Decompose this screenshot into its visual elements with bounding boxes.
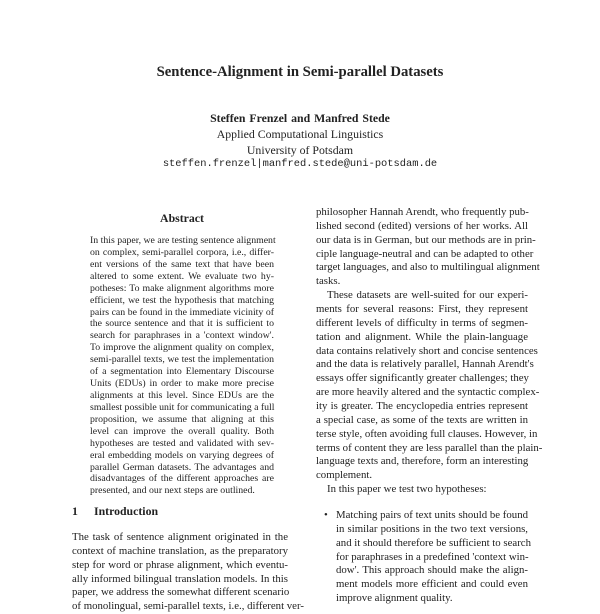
text-line: ally informed bilingual translation models. In this <box>72 572 288 585</box>
section-number: 1 <box>72 504 78 518</box>
text-line: These datasets are well-suited for our experi- <box>327 289 528 302</box>
paragraph <box>316 483 528 497</box>
text-line: eral embedding models on varying degrees of <box>90 449 274 461</box>
text-line: ment models more efficient and could even <box>336 578 528 591</box>
university: University of Potsdam <box>246 143 354 157</box>
introduction-body <box>72 531 304 614</box>
text-line: terse style, often avoiding full clauses. However, in <box>316 427 538 440</box>
text-line: To improve the alignment quality on complex, <box>90 342 274 354</box>
text-line: philosopher Hannah Arendt, who frequently pub- <box>316 206 529 218</box>
text-line: semi-parallel texts, we test the implementation <box>90 354 274 366</box>
text-line: The task of sentence alignment originated in the <box>72 531 288 543</box>
text-line: presented, and our next steps are outlined. <box>90 485 255 497</box>
text-line: language texts and, therefore, form an interesting <box>316 455 529 468</box>
text-line: smallest possible unit for communicating a full <box>90 401 275 413</box>
text-line: tation and alignment. While the plain-language <box>316 330 528 343</box>
text-line: level can improve the overall quality. Both <box>90 425 274 437</box>
section-title: Introduction <box>94 504 159 518</box>
abstract-body <box>90 235 274 497</box>
text-line: In this paper we test two hypotheses: <box>327 483 487 496</box>
abstract-heading: Abstract <box>160 211 204 225</box>
text-line: and the data is relatively parallel, Hannah Arendt's <box>316 358 534 371</box>
bullet-marker: • <box>324 509 328 521</box>
paragraph <box>316 289 543 483</box>
text-line: in similar positions in the two text versions, <box>336 522 528 535</box>
text-line: ciple language-neutral and can be adapted to other <box>316 247 534 260</box>
text-line: efficient, we test the hypothesis that matching <box>90 294 274 306</box>
text-line: Units (EDUs) in order to make more precise <box>90 378 274 390</box>
right-column-body <box>316 206 543 497</box>
text-line: disadvantages of the different approaches are <box>90 473 274 485</box>
text-line: different levels of difficulty in terms of segmen- <box>316 316 528 329</box>
text-line: dow'. This approach should make the align- <box>336 564 528 577</box>
author-email: steffen.frenzel|manfred.stede@uni-potsdam.de <box>162 158 438 170</box>
text-line: potheses: To make alignment algorithms more <box>90 282 274 294</box>
text-line: paper, we address the somewhat different scenario <box>72 586 290 599</box>
text-line: complement. <box>316 469 373 482</box>
text-line: ent versions of the same text that have been <box>90 258 274 270</box>
text-line: altered to some extent. We evaluate two hy- <box>90 270 274 282</box>
text-line: the source sentence and that it is sufficient to <box>90 318 274 330</box>
text-line: target languages, and also to multilingual alignment <box>316 261 540 274</box>
text-line: on complex, semi-parallel corpora, i.e., differ- <box>90 246 274 258</box>
text-line: our data is in German, but our methods are in prin- <box>316 233 536 246</box>
text-line: In this paper, we are testing sentence alignment <box>90 235 276 246</box>
text-line: a special case, as some of the texts are written in <box>316 413 528 426</box>
hypothesis-bullet <box>316 509 531 606</box>
text-line: ments for several reasons: First, they represent <box>316 303 528 316</box>
affiliation: Applied Computational Linguistics <box>216 127 384 141</box>
text-line: context of machine translation, as the preparatory <box>72 544 288 557</box>
text-line: parallel German datasets. The advantages and <box>90 461 274 473</box>
text-line: step for word or phrase alignment, which eventu- <box>72 558 288 571</box>
section-heading-introduction <box>72 504 158 519</box>
text-line: proposition, we assume that aligning at this <box>90 413 274 425</box>
text-line: ity is greater. The encyclopedia entries represent <box>316 400 528 413</box>
text-line: hypotheses are tested and validated with sev- <box>90 437 274 449</box>
text-line: data contains relatively short and concise sentences <box>316 344 538 357</box>
text-line: of a segmentation into Elementary Discourse <box>90 366 274 378</box>
text-line: lished second (edited) versions of her works. All <box>316 219 528 232</box>
text-line: of monolingual, semi-parallel texts, i.e., different ver- <box>72 600 304 613</box>
text-line: search for paraphrases in a 'context window'. <box>90 330 274 342</box>
authors: Steffen Frenzel and Manfred Stede <box>210 111 390 125</box>
text-line: alignments at this level. Since EDUs are the <box>90 389 274 401</box>
paragraph <box>316 206 540 289</box>
text-line: essays offer significantly greater challenges; they <box>316 372 529 385</box>
text-line: Matching pairs of text units should be found <box>336 509 528 521</box>
text-line: and it should therefore be sufficient to search <box>336 536 531 549</box>
text-line: terms of content they are less parallel than the plain- <box>316 441 543 454</box>
text-line: improve alignment quality. <box>336 592 453 605</box>
text-line: tasks. <box>316 275 341 288</box>
text-line: are more heavily altered and the syntactic complex- <box>316 386 540 399</box>
text-line: pairs can be found in the immediate vicinity of <box>90 306 274 318</box>
paper-title: Sentence-Alignment in Semi-parallel Datasets <box>156 64 444 80</box>
text-line: for paraphrases in a predefined 'context win- <box>336 550 529 563</box>
